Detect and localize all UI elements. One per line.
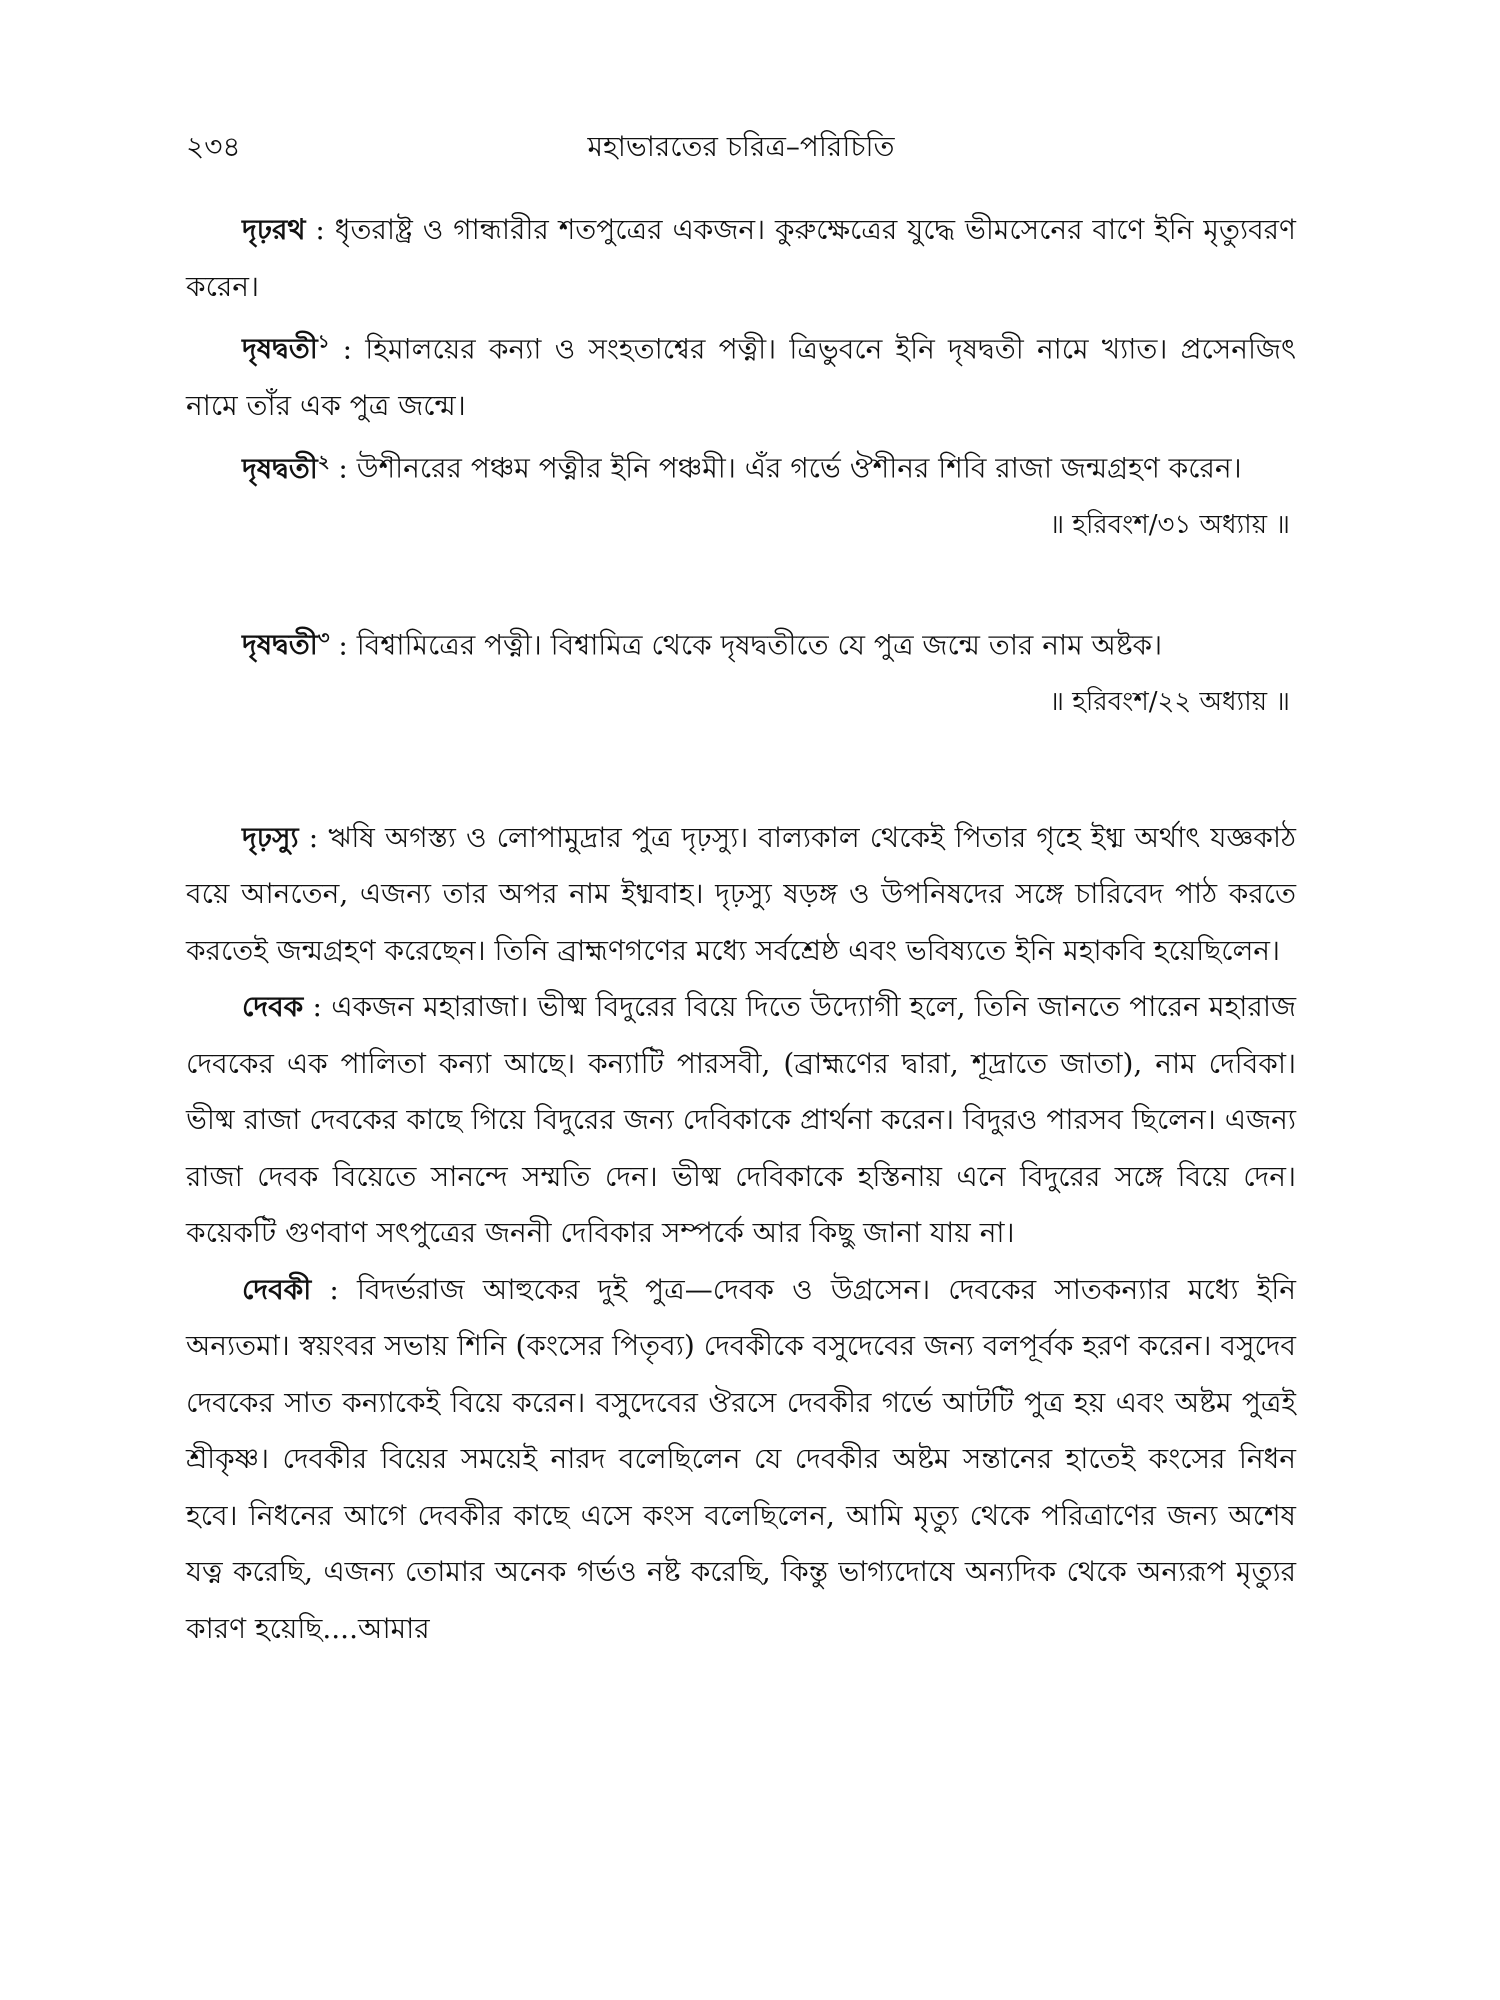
running-head — [186, 122, 1296, 172]
entry-term: দেবকী — [242, 1272, 312, 1306]
entry-text: : উশীনরের পঞ্চম পত্নীর ইনি পঞ্চমী। এঁর গর্ভে ঔশীনর শিবি রাজা জন্মগ্রহণ করেন। — [329, 451, 1242, 485]
entry-superscript: ১ — [317, 332, 330, 353]
entry-term: দৃঢ়স্যু — [242, 820, 299, 854]
book-title: মহাভারতের চরিত্র–পরিচিতি — [587, 130, 895, 163]
entry-term: দৃষদ্বতী$^৩$ — [242, 628, 330, 662]
source-reference: ॥ হরিবংশ/৩১ অধ্যায় ॥ — [1049, 510, 1290, 541]
entry-superscript: ২ — [317, 451, 330, 473]
entry-text: : ধৃতরাষ্ট্র ও গান্ধারীর শতপুত্রের একজন। কুরুক্ষেত্রের যুদ্ধে ভীমসেনের বাণে ইনি মৃত্যুবরণ করেন। — [186, 213, 1296, 303]
section-gap — [186, 553, 1296, 611]
entry-devaka — [186, 979, 1296, 1262]
entry-term: দৃঢ়রথ — [242, 213, 306, 246]
entry-drishadvati-3 — [186, 611, 1296, 674]
entry-text: : বিশ্বামিত্রের পত্নী। বিশ্বামিত্র থেকে দৃষদ্বতীতে যে পুত্র জন্মে তার নাম অষ্টক। — [329, 628, 1163, 662]
entry-term: দৃষদ্বতী$^২$ — [242, 451, 330, 485]
entry-term: দৃষদ্বতী$^১$ — [242, 332, 330, 366]
entry-text: : ঋষি অগস্ত্য ও লোপামুদ্রার পুত্র দৃঢ়স্যু। বাল্যকাল থেকেই পিতার গৃহে ইধ্ম অর্থাৎ যজ্ঞকাঠ বয়ে আনতেন, এজন্য তার অপর নাম ইধ্মবাহ। দৃঢ়স্যু ষড়ঙ্গ ও উপনিষদের সঙ্গে চারিবেদ পাঠ করতে করতেই জন্মগ্রহণ করেছেন। তিনি ব্রাহ্মণগণের মধ্যে সর্বশ্রেষ্ঠ এবং ভবিষ্যতে ইনি মহাকবি হয়েছিলেন। — [186, 820, 1296, 967]
page-number: ২৩৪ — [186, 130, 241, 163]
entry-text: : হিমালয়ের কন্যা ও সংহতাশ্বের পত্নী। ত্রিভুবনে ইনি দৃষদ্বতী নামে খ্যাত। প্রসেনজিৎ নামে তাঁর এক পুত্র জন্মে। — [186, 332, 1296, 422]
entry-text: : বিদর্ভরাজ আহুকের দুই পুত্র—দেবক ও উগ্রসেন। দেবকের সাতকন্যার মধ্যে ইনি অন্যতমা। স্বয়ংবর সভায় শিনি (কংসের পিতৃব্য) দেবকীকে বসুদেবের জন্য বলপূর্বক হরণ করেন। বসুদেব দেবকের সাত কন্যাকেই বিয়ে করেন। বসুদেবের ঔরসে দেবকীর গর্ভে আটটি পুত্র হয় এবং অষ্টম পুত্রই শ্রীকৃষ্ণ। দেবকীর বিয়ের সময়েই নারদ বলেছিলেন যে দেবকীর অষ্টম সন্তানের হাতেই কংসের নিধন হবে। নিধনের আগে দেবকীর কাছে এসে কংস বলেছিলেন, আমি মৃত্যু থেকে পরিত্রাণের জন্য অশেষ যত্ন করেছি, এজন্য তোমার অনেক গর্ভও নষ্ট করেছি, কিন্তু ভাগ্যদোষে অন্যদিক থেকে অন্যরূপ মৃত্যুর কারণ হয়েছি....আমার — [186, 1272, 1296, 1645]
entry-dridharatha — [186, 202, 1296, 315]
entry-drishadvati-2 — [186, 434, 1296, 497]
entry-drishadvati-1 — [186, 315, 1296, 434]
entry-superscript: ৩ — [317, 628, 330, 650]
entries — [186, 202, 1296, 1657]
entry-term: দেবক — [242, 990, 304, 1024]
entry-dridhasyu — [186, 810, 1296, 980]
section-gap — [186, 730, 1296, 810]
entry-text: : একজন মহারাজা। ভীষ্ম বিদুরের বিয়ে দিতে উদ্যোগী হলে, তিনি জানতে পারেন মহারাজ দেবকের এক পালিতা কন্যা আছে। কন্যাটি পারসবী, (ব্রাহ্মণের দ্বারা, শূদ্রাতে জাতা), নাম দেবিকা। ভীষ্ম রাজা দেবকের কাছে গিয়ে বিদুরের জন্য দেবিকাকে প্রার্থনা করেন। বিদুরও পারসব ছিলেন। এজন্য রাজা দেবক বিয়েতে সানন্দে সম্মতি দেন। ভীষ্ম দেবিকাকে হস্তিনায় এনে বিদুরের সঙ্গে বিয়ে দেন। কয়েকটি গুণবাণ সৎপুত্রের জননী দেবিকার সম্পর্কে আর কিছু জানা যায় না। — [186, 990, 1296, 1250]
source-reference: ॥ হরিবংশ/২২ অধ্যায় ॥ — [1049, 686, 1290, 717]
book-page — [186, 122, 1296, 1657]
entry-devaki — [186, 1262, 1296, 1658]
